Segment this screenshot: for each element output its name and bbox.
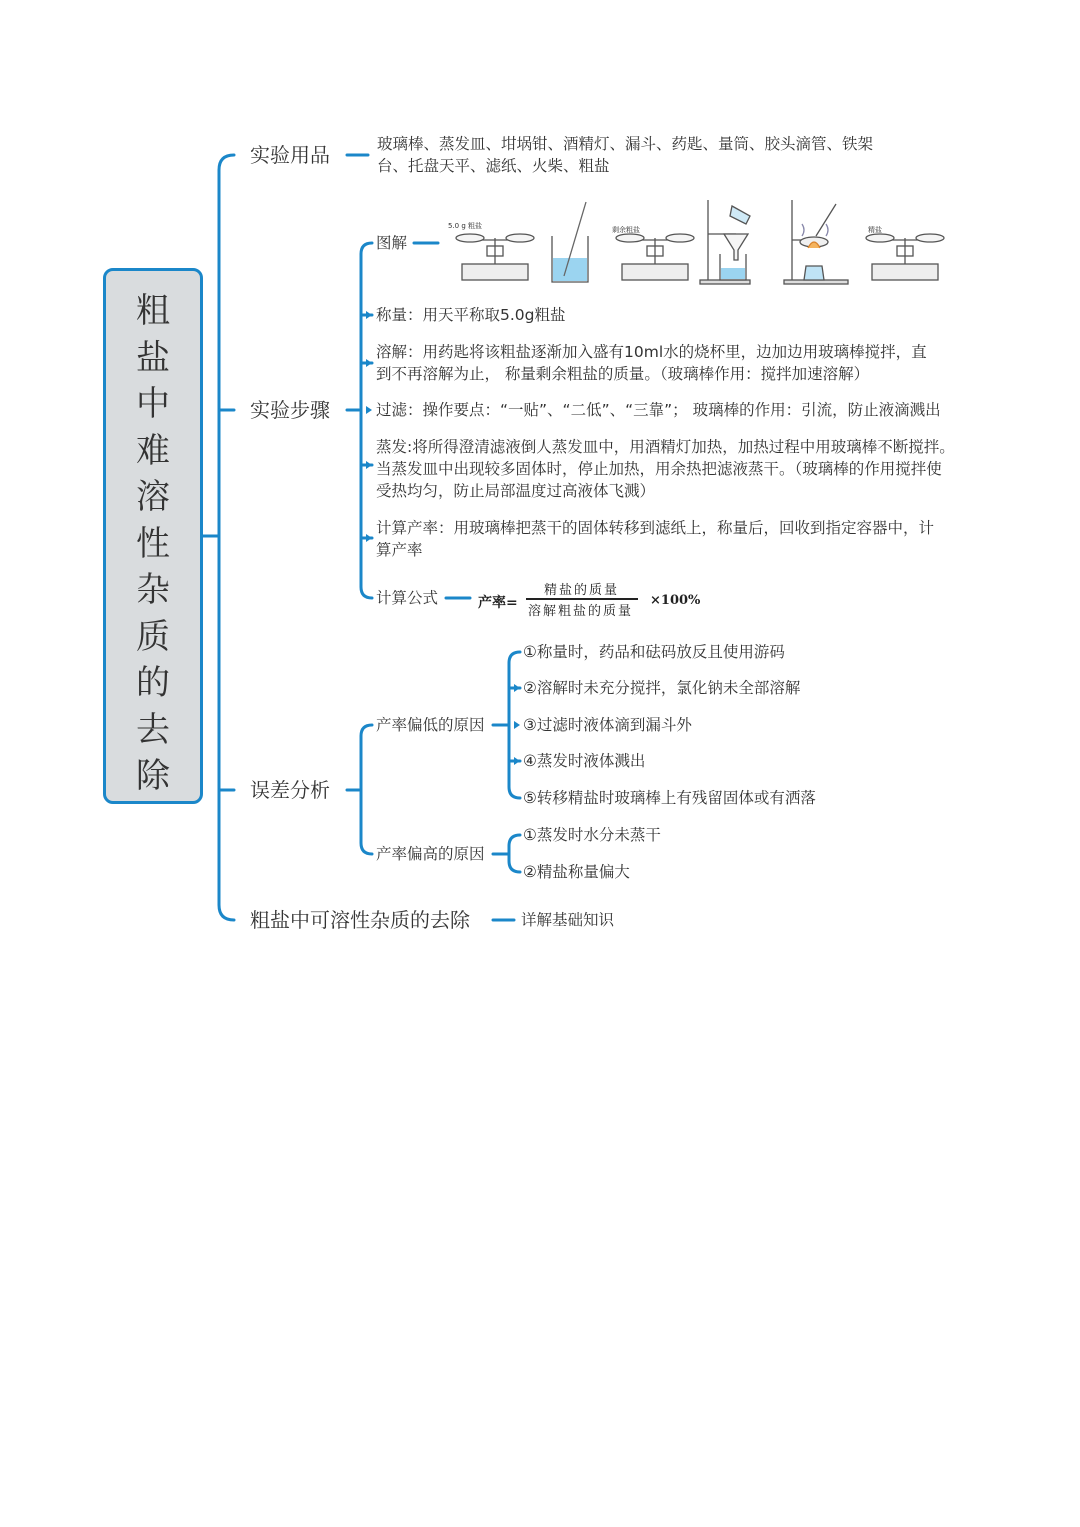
error-low-item-3: ③过滤时液体滴到漏斗外 (523, 716, 692, 734)
step-illustration-label: 图解 (376, 234, 408, 252)
title-char: 质 (136, 616, 170, 657)
filtration-icon (700, 200, 750, 284)
title-char: 粗 (136, 291, 170, 331)
soluble-detail: 详解基础知识 (521, 911, 615, 929)
step-evaporate-line-1: 蒸发:将所得澄清滤液倒人蒸发皿中，用酒精灯加热，加热过程中用玻璃棒不断搅拌。 (376, 438, 955, 456)
balance-icon (866, 234, 944, 280)
materials-line-1: 玻璃棒、蒸发皿、坩埚钳、酒精灯、漏斗、药匙、量筒、胶头滴管、铁架 (377, 135, 874, 153)
beaker-icon (552, 202, 588, 282)
balance-icon (456, 234, 534, 280)
central-topic (103, 268, 203, 804)
branch-soluble-impurities: 粗盐中可溶性杂质的去除 (250, 908, 470, 932)
caption-refined-salt: 精盐 (868, 226, 882, 234)
formula-numerator: 精盐的质量 (544, 583, 620, 598)
error-high-item-1: ①蒸发时水分未蒸干 (523, 826, 661, 844)
step-formula-label: 计算公式 (376, 589, 439, 607)
error-high-label: 产率偏高的原因 (376, 845, 485, 863)
error-low-item-4: ④蒸发时液体溅出 (523, 752, 646, 770)
yield-formula (478, 578, 718, 622)
branch-steps: 实验步骤 (250, 398, 330, 422)
title-char: 性 (136, 523, 170, 564)
experiment-illustration (440, 196, 950, 286)
formula-lhs: 产率= (478, 595, 518, 611)
title-char: 盐 (136, 337, 170, 378)
error-low-label: 产率偏低的原因 (376, 716, 485, 734)
error-low-item-2: ②溶解时未充分搅拌，氯化钠未全部溶解 (523, 679, 801, 697)
title-char: 除 (136, 756, 170, 796)
title-char: 去 (136, 709, 170, 750)
step-dissolve-line-1: 溶解：用药匙将该粗盐逐渐加入盛有10ml水的烧杯里，边加边用玻璃棒搅拌，直 (376, 343, 927, 361)
title-char: 的 (136, 663, 170, 703)
formula-denominator: 溶解粗盐的质量 (528, 604, 634, 619)
balance-icon (616, 234, 694, 280)
title-char: 难 (136, 430, 170, 471)
branch-error-analysis: 误差分析 (250, 778, 330, 802)
evaporation-icon (784, 200, 848, 284)
error-low-item-5: ⑤转移精盐时玻璃棒上有残留固体或有洒落 (523, 789, 816, 807)
error-high-item-2: ②精盐称量偏大 (523, 863, 630, 881)
step-yield-line-2: 算产率 (376, 541, 423, 559)
title-char: 中 (136, 384, 170, 424)
title-char: 溶 (136, 477, 170, 517)
step-filter: 过滤：操作要点：“一贴”、“二低”、“三靠”； 玻璃棒的作用：引流，防止液滴溅出 (376, 401, 941, 419)
error-low-item-1: ①称量时，药品和砝码放反且使用游码 (523, 643, 785, 661)
step-weigh: 称量：用天平称取5.0g粗盐 (376, 306, 566, 324)
formula-rhs: ×100% (650, 593, 701, 608)
caption-crude-salt: 5.0 g 粗盐 (448, 222, 483, 230)
step-evaporate-line-3: 受热均匀，防止局部温度过高液体飞溅） (376, 482, 656, 500)
branch-materials: 实验用品 (250, 143, 330, 167)
title-char: 杂 (136, 570, 170, 610)
caption-remaining-salt: 剩余粗盐 (612, 226, 640, 234)
step-yield-line-1: 计算产率：用玻璃棒把蒸干的固体转移到滤纸上，称量后，回收到指定容器中，计 (376, 519, 935, 537)
materials-line-2: 台、托盘天平、滤纸、火柴、粗盐 (377, 157, 610, 175)
step-dissolve-line-2: 到不再溶解为止， 称量剩余粗盐的质量。（玻璃棒作用：搅拌加速溶解） (376, 365, 870, 383)
step-evaporate-line-2: 当蒸发皿中出现较多固体时，停止加热，用余热把滤液蒸干。（玻璃棒的作用搅拌使 (376, 460, 942, 478)
